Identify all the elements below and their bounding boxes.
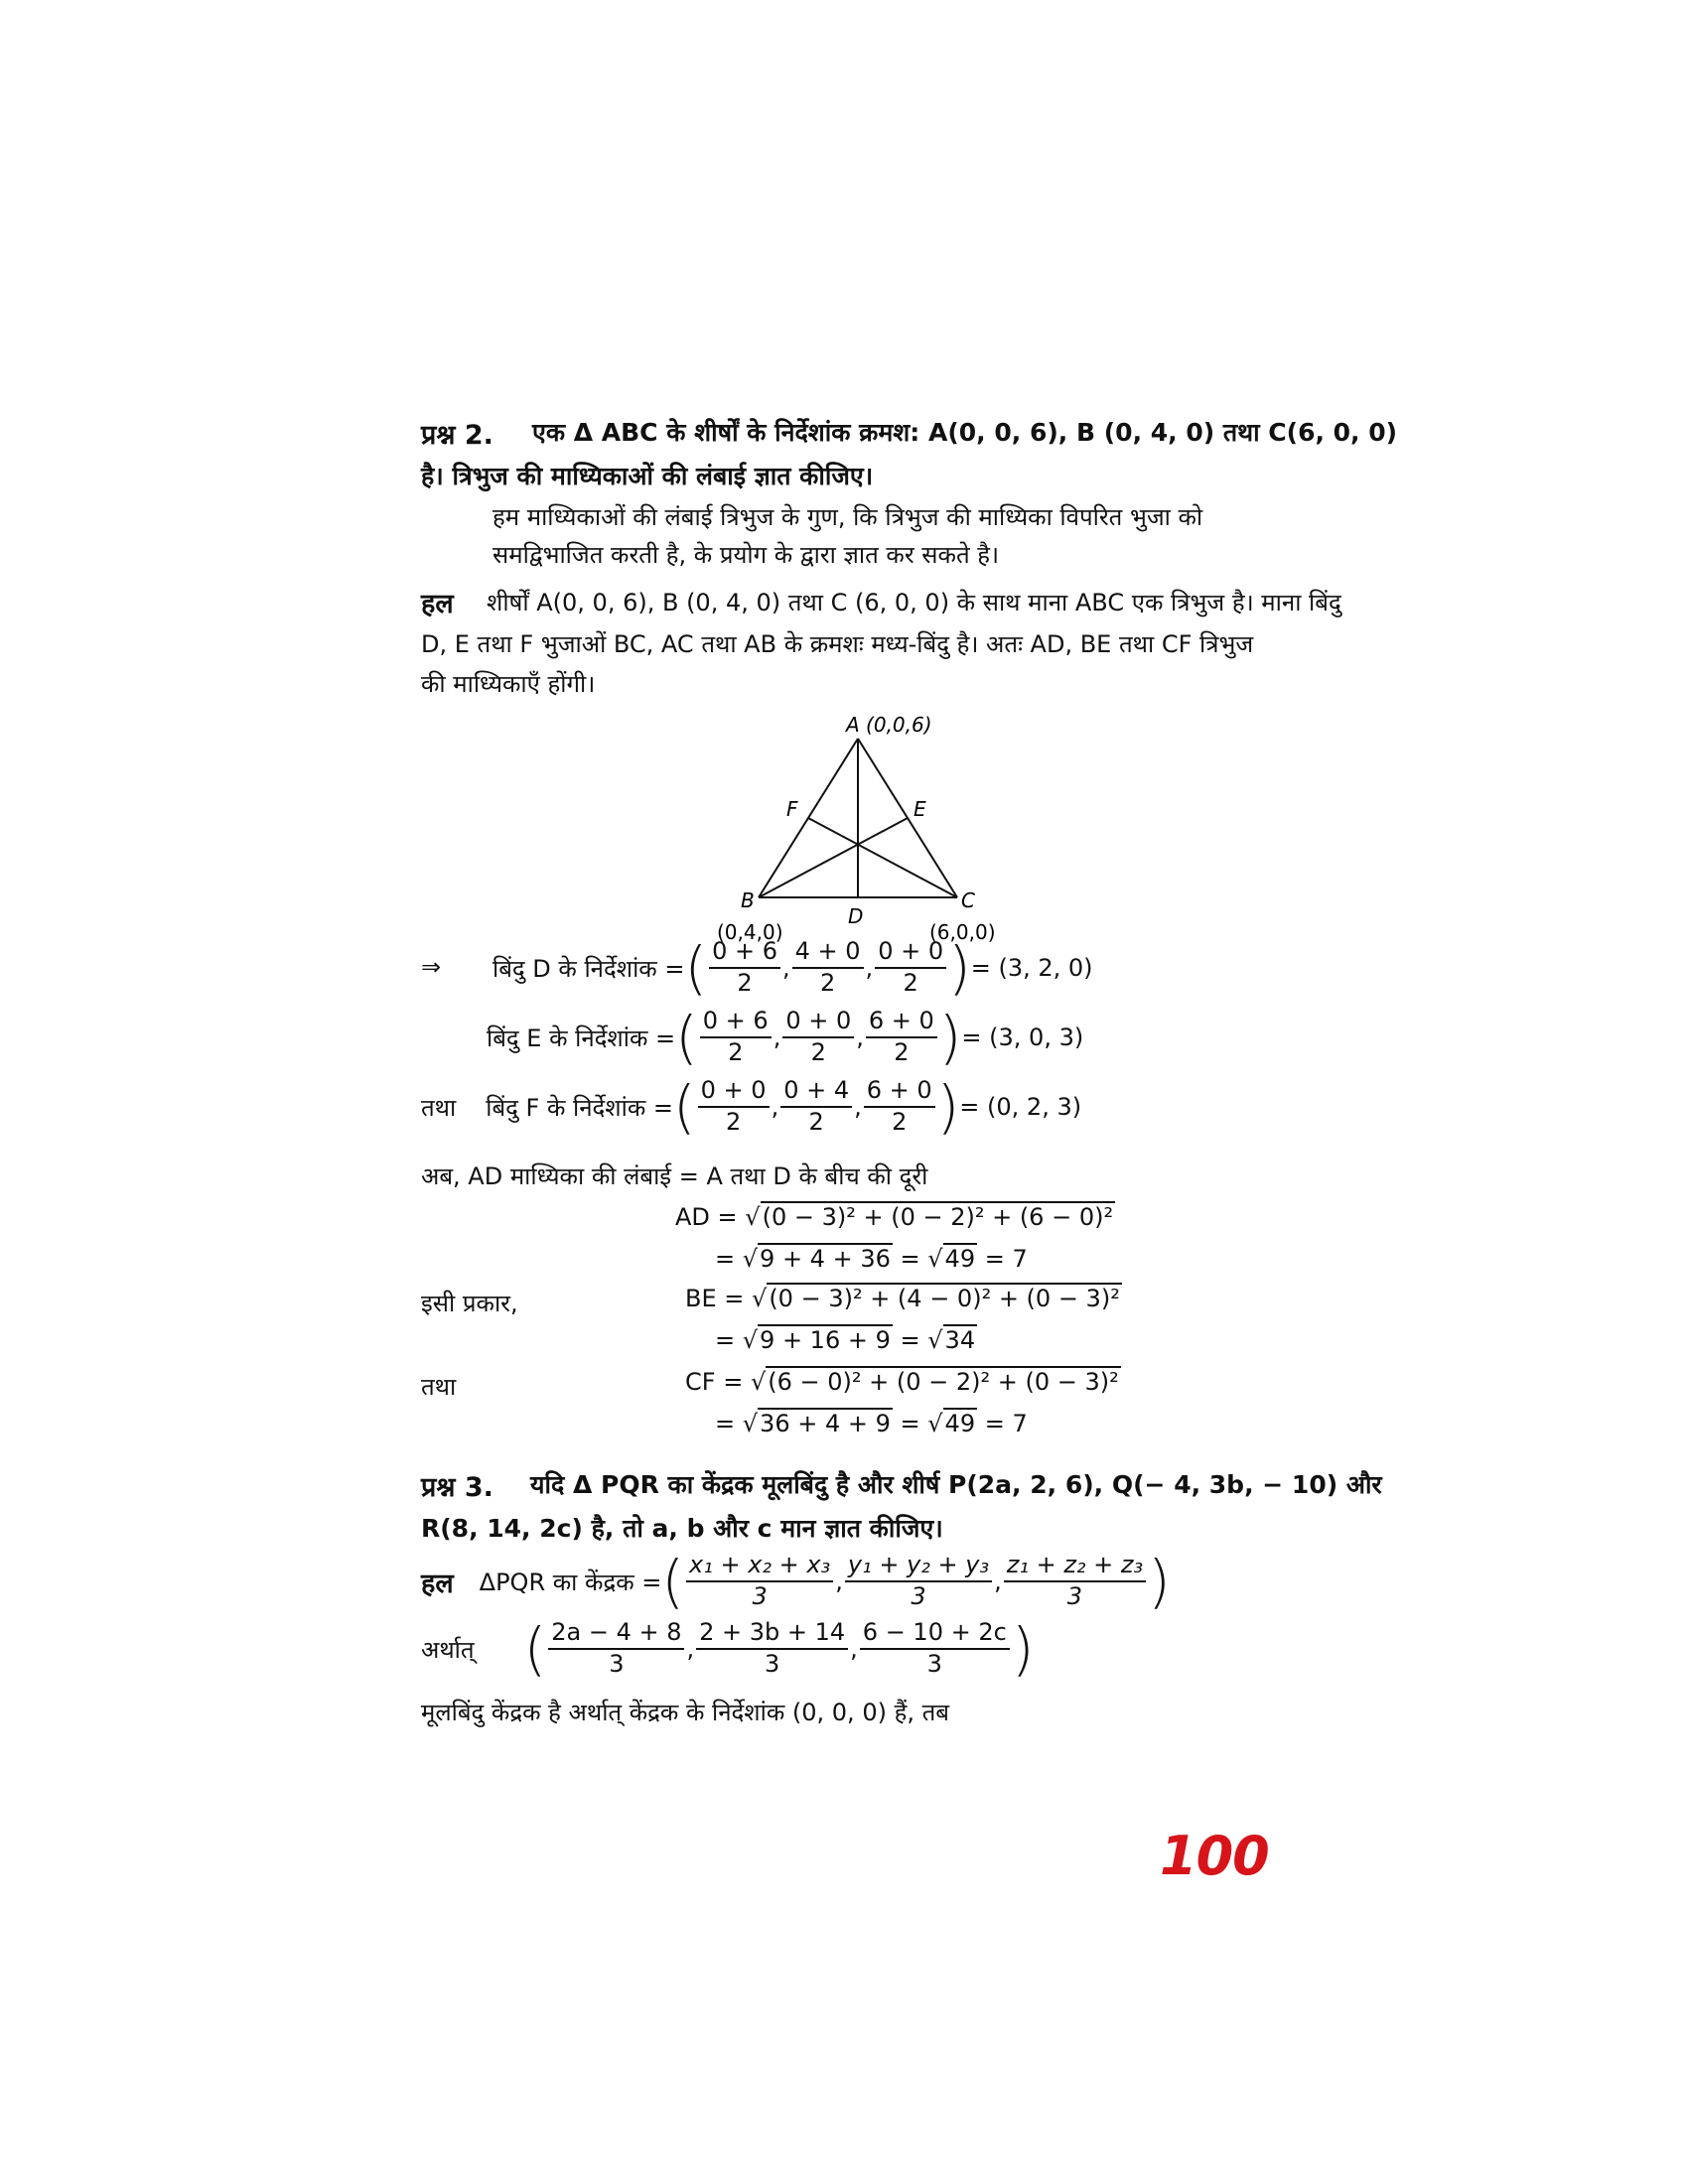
question-2-line-2: है। त्रिभुज की माध्यिकाओं की लंबाई ज्ञात कीजिए। (421, 462, 874, 490)
solution-2-line-1: शीर्षों A(0, 0, 6), B (0, 4, 0) तथा C (6, 0, 0) के साथ माना ABC एक त्रिभुज है। माना बिंदु (487, 589, 1341, 616)
sqrt: √(0 − 3)² + (4 − 0)² + (0 − 3)² (752, 1285, 1120, 1312)
open-paren: ( (684, 934, 708, 1002)
sqrt: √36 + 4 + 9 (742, 1410, 891, 1437)
arthat-label: अर्थात् (421, 1635, 475, 1664)
question-2-label: प्रश्न 2. (421, 420, 493, 451)
sqrt: √49 (927, 1410, 976, 1437)
fraction: $\frac{0 + 6}{2}$ (700, 1008, 772, 1066)
fraction: $\frac{2a - 4 + 8}{3}$ (548, 1619, 684, 1678)
fraction: $\frac{\text{x₁ + x₂ + x₃}}{3}$ (686, 1552, 833, 1610)
hint-line-2: समद्विभाजित करती है, के प्रयोग के द्वारा ज्ञात कर सकते है। (492, 541, 1000, 569)
page-number: 100 (1160, 1825, 1269, 1887)
open-paren: ( (661, 1548, 685, 1615)
point-e-label: E (914, 797, 926, 821)
vertex-b-label: B (741, 888, 755, 912)
solution-2-line-2: D, E तथा F भुजाओं BC, AC तथा AB के क्रमशः मध्य-बिंदु है। अतः AD, BE तथा CF त्रिभुज (421, 630, 1254, 658)
midpoint-f-row: तथा बिंदु F के निर्देशांक = ( $\frac{0 + 0}{2}$ , $\frac{0 + 4}{2}$ , $\frac{6 + 0}{2}$ ) = (0, 2, 3) (421, 1073, 1082, 1141)
midpoint-d-row: बिंदु D के निर्देशांक = ( $\frac{0 + 6}{2}$ , $\frac{4 + 0}{2}$ , $\frac{0 + 0}{2}$ ) = (3, 2, 0) (492, 934, 1093, 1002)
implies-arrow: ⇒ (421, 953, 442, 981)
vertex-c-label: C (961, 888, 975, 912)
vertex-a-label: A (0,0,6) (846, 713, 932, 737)
arthat-row: अर्थात् ( $\frac{2a - 4 + 8}{3}$ , $\frac{2 + 3b + 14}{3}$ , $\frac{6 - 10 + 2c}{3}$ ) (421, 1615, 1035, 1683)
last-line: मूलबिंदु केंद्रक है अर्थात् केंद्रक के निर्देशांक (0, 0, 0) हैं, तब (421, 1699, 949, 1726)
fraction: $\frac{0 + 4}{2}$ (780, 1077, 852, 1136)
close-paren: ) (938, 1004, 962, 1071)
question-3-line-2: R(8, 14, 2c) है, तो a, b और c मान ज्ञात कीजिए। (421, 1514, 943, 1543)
centroid-label: ΔPQR का केंद्रक = (479, 1568, 662, 1596)
sqrt: √(6 − 0)² + (0 − 2)² + (0 − 3)² (750, 1368, 1119, 1396)
median-cf (808, 818, 957, 897)
sqrt: √(0 − 3)² + (0 − 2)² + (6 − 0)² (745, 1203, 1114, 1231)
fraction: $\frac{6 + 0}{2}$ (866, 1008, 937, 1066)
question-3-label: प्रश्न 3. (421, 1472, 493, 1503)
close-paren: ) (936, 1073, 960, 1141)
point-f-label: F (786, 797, 798, 821)
fraction: $\frac{\text{y₁ + y₂ + y₃}}{3}$ (845, 1552, 992, 1610)
midpoint-f-result: = (0, 2, 3) (959, 1093, 1082, 1121)
be-equation: BE = √(0 − 3)² + (4 − 0)² + (0 − 3)² (685, 1285, 1120, 1312)
be-result: = √9 + 16 + 9 = √34 (715, 1326, 976, 1354)
midpoint-d-label: बिंदु D के निर्देशांक = (492, 954, 685, 983)
ad-result: = √9 + 4 + 36 = √49 = 7 (715, 1245, 1028, 1273)
median-length-intro: अब, AD माध्यिका की लंबाई = A तथा D के बीच की दूरी (421, 1162, 928, 1190)
point-d-label: D (848, 904, 864, 928)
centroid-row: हल ΔPQR का केंद्रक = ( $\frac{\text{x₁ + x₂ + x₃}}{3}$ , $\frac{\text{y₁ + y₂ + y₃}}{3}$ , $\frac{\text{z₁ + z₂ + z₃}}{3}$ ) (421, 1548, 1171, 1615)
fraction: $\frac{0 + 0}{2}$ (782, 1008, 854, 1066)
open-paren: ( (673, 1073, 696, 1141)
open-paren: ( (675, 1004, 698, 1071)
close-paren: ) (948, 934, 971, 1002)
midpoint-d-result: = (3, 2, 0) (970, 954, 1093, 982)
fraction: $\frac{2 + 3b + 14}{3}$ (696, 1619, 848, 1678)
sqrt: √9 + 16 + 9 (742, 1326, 891, 1354)
sqrt: √9 + 4 + 36 (742, 1245, 891, 1273)
fraction: $\frac{4 + 0}{2}$ (792, 938, 864, 997)
fraction: $\frac{0 + 0}{2}$ (698, 1077, 770, 1136)
sqrt: √34 (927, 1326, 976, 1354)
cf-equation: CF = √(6 − 0)² + (0 − 2)² + (0 − 3)² (685, 1368, 1119, 1396)
midpoint-f-label: बिंदु F के निर्देशांक = (486, 1093, 674, 1122)
cf-prefix: तथा (421, 1373, 457, 1401)
fraction: $\frac{6 - 10 + 2c}{3}$ (860, 1619, 1010, 1678)
midpoint-e-row: बिंदु E के निर्देशांक = ( $\frac{0 + 6}{2}$ , $\frac{0 + 0}{2}$ , $\frac{6 + 0}{2}$ ) = (3, 0, 3) (487, 1004, 1084, 1071)
hint-line-1: हम माध्यिकाओं की लंबाई त्रिभुज के गुण, कि त्रिभुज की माध्यिका विपरित भुजा को (492, 503, 1203, 531)
midpoint-e-label: बिंदु E के निर्देशांक = (487, 1024, 676, 1052)
open-paren: ( (523, 1615, 547, 1683)
vertex-b-coords: (0,4,0) (717, 920, 783, 944)
question-3-line-1: यदि Δ PQR का केंद्रक मूलबिंदु है और शीर्ष P(2a, 2, 6), Q(− 4, 3b, − 10) और (530, 1470, 1382, 1499)
median-be (759, 818, 908, 897)
sqrt: √49 (927, 1245, 976, 1273)
solution-2-line-3: की माध्यिकाएँ होंगी। (421, 670, 596, 698)
vertex-c-coords: (6,0,0) (929, 920, 996, 944)
solution-2-label: हल (421, 589, 454, 619)
midpoint-e-result: = (3, 0, 3) (961, 1024, 1084, 1051)
close-paren: ) (1011, 1615, 1035, 1683)
fraction: $\frac{6 + 0}{2}$ (864, 1077, 935, 1136)
midpoint-f-prefix: तथा (421, 1093, 457, 1122)
question-2-line-1: एक Δ ABC के शीर्षों के निर्देशांक क्रमश: A(0, 0, 6), B (0, 4, 0) तथा C(6, 0, 0) (532, 418, 1398, 447)
solution-3-label: हल (421, 1568, 454, 1599)
fraction: $\frac{0 + 0}{2}$ (875, 938, 946, 997)
triangle-figure (695, 705, 1013, 953)
be-prefix: इसी प्रकार, (421, 1290, 518, 1317)
close-paren: ) (1148, 1548, 1171, 1615)
fraction: $\frac{0 + 6}{2}$ (709, 938, 780, 997)
fraction: $\frac{\text{z₁ + z₂ + z₃}}{3}$ (1004, 1552, 1146, 1610)
cf-result: = √36 + 4 + 9 = √49 = 7 (715, 1410, 1028, 1437)
ad-equation: AD = √(0 − 3)² + (0 − 2)² + (6 − 0)² (675, 1203, 1114, 1231)
